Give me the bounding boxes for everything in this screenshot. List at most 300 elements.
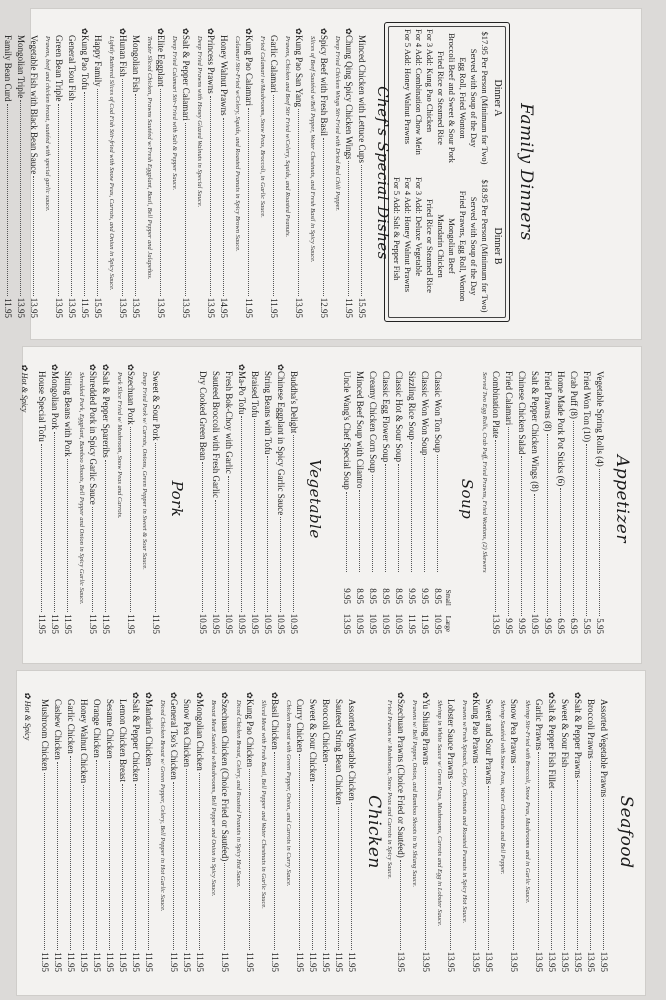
pepper-icon: ✿ — [276, 364, 285, 371]
pork-section — [20, 364, 186, 634]
leader-dots — [58, 104, 59, 296]
leader-dots — [538, 752, 539, 950]
menu-item — [193, 692, 206, 972]
menu-item — [545, 692, 558, 972]
leader-dots — [20, 100, 21, 295]
menu-item — [222, 364, 235, 634]
menu-item — [419, 692, 432, 972]
menu-item-price-small: 8.95 — [355, 588, 365, 604]
menu-item-name: Salt & Pepper Calamari — [181, 35, 191, 121]
dinner-b-item: Fried Prawns, Egg Roll, Wonton — [458, 190, 468, 302]
menu-item-name: Mongolian Triple — [16, 35, 26, 99]
leader-dots — [202, 462, 203, 612]
menu-item — [142, 692, 155, 972]
leader-dots — [71, 103, 72, 296]
menu-item-name: Hunan Fish — [118, 35, 128, 77]
pepper-icon: ✿ — [245, 692, 254, 699]
menu-item-price: 6.95 — [569, 618, 579, 634]
leader-dots — [241, 416, 242, 611]
leader-dots — [564, 769, 565, 949]
menu-item-name: Fresh Bok-Choy with Garlic — [224, 371, 234, 474]
menu-item-name — [0, 35, 1, 104]
menu-item-price: 11.95 — [334, 952, 344, 972]
menu-item-description: Prawns, Chicken and Beef Stir Fried w/Celery, Squids, and Roasted Peanuts. — [284, 36, 291, 238]
menu-item-price: 11.95 — [50, 614, 60, 634]
menu-item-price: 11.95 — [101, 614, 111, 634]
leader-dots — [83, 785, 84, 950]
menu-item-price: 11.95 — [195, 952, 205, 972]
menu-item-name: Basil Chicken — [270, 699, 280, 750]
pork-title: Pork — [168, 480, 186, 518]
menu-item-name: Cashew Chicken — [53, 699, 63, 760]
menu-item-price: 11.95 — [347, 952, 357, 972]
appetizer-section — [477, 364, 632, 634]
seafood-section — [382, 692, 636, 972]
menu-item-price: 10.95 — [250, 613, 260, 634]
menu-item-name: Kung Pao Tofu — [80, 35, 90, 90]
leader-dots — [280, 517, 281, 612]
menu-item — [149, 364, 162, 634]
pepper-icon: ✿ — [80, 28, 89, 35]
menu-item-price-small: 9.95 — [420, 588, 430, 604]
pepper-icon: ✿ — [396, 692, 405, 699]
menu-item — [267, 28, 280, 318]
leader-dots — [44, 773, 45, 950]
menu-item-price: 5.95 — [582, 618, 592, 634]
pepper-icon: ✿ — [244, 28, 253, 35]
menu-item-price-small: 9.95 — [407, 588, 417, 604]
menu-item-price: 13.95 — [54, 297, 64, 318]
menu-item-price-large: 10.95 — [394, 613, 404, 634]
soup-large-label: Large — [444, 615, 452, 632]
menu-item-name: Classic Won Ton Soup — [433, 371, 443, 453]
menu-item-price: 13.95 — [446, 951, 456, 972]
menu-item-price: 10.95 — [211, 613, 221, 634]
leader-dots — [437, 455, 438, 572]
soup-title: Soup — [458, 478, 476, 520]
menu-item-name: Mongolian Fish — [131, 35, 141, 93]
menu-item — [580, 364, 593, 634]
menu-item — [306, 692, 319, 972]
menu-item-price: 10.95 — [198, 613, 208, 634]
menu-item-name: Yu Shiang Prawns — [421, 699, 431, 766]
leader-dots — [249, 769, 250, 950]
menu-item — [38, 692, 51, 972]
menu-item-price: 13.95 — [491, 613, 501, 634]
menu-item-name: Minced Beef Soup with Cilantro — [355, 371, 365, 489]
menu-item-name: Sitting Beans with Pork — [63, 371, 73, 457]
menu-item — [78, 28, 91, 318]
leader-dots — [323, 138, 324, 296]
menu-item-name: Dry Cooked Green Bean — [198, 371, 208, 461]
menu-item-price: 11.95 — [66, 952, 76, 972]
menu-item — [116, 28, 129, 318]
menu-item — [366, 364, 379, 634]
hot-spicy-label: Hot & Spicy — [23, 700, 32, 741]
menu-item — [287, 364, 300, 634]
pepper-icon: ✿ — [573, 692, 582, 699]
menu-item — [204, 28, 217, 318]
pepper-icon: ✿ — [206, 28, 215, 35]
leader-dots — [400, 860, 401, 950]
menu-item-price: 13.95 — [29, 297, 39, 318]
menu-item-price: 13.95 — [294, 297, 304, 318]
chicken-section — [23, 692, 384, 972]
menu-item-name: Fried Prawns (8) — [543, 371, 553, 432]
leader-dots — [130, 427, 131, 612]
pepper-icon: ✿ — [169, 692, 178, 699]
menu-item — [243, 692, 256, 972]
menu-item-name: Assorted Vegetable Chicken — [347, 699, 357, 801]
menu-item — [51, 692, 64, 972]
leader-dots — [488, 786, 489, 950]
dinner-a-item: Fried Rice or Steamed Rice — [436, 51, 446, 145]
menu-item-price: 13.95 — [599, 951, 609, 972]
menu-item — [353, 364, 366, 634]
menu-item-name: Uncle Wang's Chef Special Soup — [342, 371, 352, 490]
menu-item-price: 11.95 — [308, 952, 318, 972]
menu-item-price-large: 11.95 — [420, 614, 430, 634]
menu-item-name: Sweet & Sour Chicken — [308, 699, 318, 782]
menu-item-price-small: 8.95 — [433, 588, 443, 604]
menu-item — [405, 364, 418, 634]
leader-dots — [547, 434, 548, 617]
soup-section — [340, 364, 476, 634]
menu-item-name: Sweet and Sour Prawns — [484, 699, 494, 785]
menu-item-price: 13.95 — [118, 297, 128, 318]
dinner-a-item: Egg Roll, Fried Wonton — [458, 57, 468, 139]
hot-spicy-label: Hot & Spicy — [20, 372, 29, 413]
menu-item-price-large: 10.95 — [368, 613, 378, 634]
menu-item — [180, 692, 193, 972]
menu-item-description: Fried Prawns w/ Mushroom, Snow Peas and Carrots in Spicy Sauce. — [386, 700, 393, 879]
menu-item — [99, 364, 112, 634]
menu-item — [77, 692, 90, 972]
leader-dots — [560, 488, 561, 616]
menu-item — [129, 28, 142, 318]
pepper-icon: ✿ — [23, 692, 32, 699]
menu-item-price — [0, 298, 1, 318]
menu-item-name: Braised Tofu — [250, 371, 260, 418]
pepper-icon: ✿ — [220, 692, 229, 699]
menu-item — [27, 28, 40, 318]
menu-item-name: Chung Qing Spicy Chicken Wings — [344, 35, 354, 160]
leader-dots — [67, 459, 68, 612]
leader-dots — [199, 773, 200, 950]
leader-dots — [385, 464, 386, 572]
menu-item — [217, 28, 230, 318]
pepper-icon: ✿ — [270, 692, 279, 699]
menu-item-price: 14.95 — [219, 297, 229, 318]
leader-dots — [372, 475, 373, 572]
pepper-icon: ✿ — [156, 28, 165, 35]
menu-item-price: 9.95 — [543, 618, 553, 634]
menu-item-description: Breast Meat Sautéed w/Mushrooms, Bell Pepper and Onion in Spicy Sauce. — [210, 700, 217, 897]
pepper-icon: ✿ — [118, 28, 127, 35]
leader-dots — [54, 432, 55, 612]
leader-dots — [97, 89, 98, 296]
leader-dots — [312, 784, 313, 950]
menu-item-name: Minced Chicken with Lettuce Cups — [357, 35, 367, 163]
menu-item — [14, 28, 27, 318]
hot-spicy-note — [23, 692, 32, 972]
family-dinners-box — [384, 22, 510, 322]
pepper-icon: ✿ — [131, 692, 140, 699]
menu-item-description: Prawns, beef and chicken breast, sautéed with special garlic sauce. — [44, 36, 51, 212]
menu-item-price: 11.95 — [182, 952, 192, 972]
leader-dots — [274, 752, 275, 950]
menu-item-name: Szechuan Pork — [126, 371, 136, 425]
menu-item-price: 11.95 — [53, 952, 63, 972]
menu-item — [268, 692, 281, 972]
menu-item-price: 11.95 — [63, 614, 73, 634]
menu-item — [332, 692, 345, 972]
menu-item — [342, 28, 355, 318]
menu-item-price-large: 11.95 — [407, 614, 417, 634]
dinner-b-extra: For 5 Add: Salt & Pepper Fish — [392, 177, 402, 281]
dinner-b-served: Served with Soup of the Day — [469, 196, 479, 296]
menu-item — [394, 692, 407, 972]
menu-item — [379, 364, 392, 634]
menu-item — [86, 364, 99, 634]
pepper-icon: ✿ — [294, 28, 303, 35]
leader-dots — [122, 79, 123, 296]
menu-item-name: Mushroom Chicken — [40, 699, 50, 771]
seafood-title: Seafood — [616, 795, 636, 869]
menu-item-description: Shrimp Stir-Fried with Broccoli, Snow Peas, Mushrooms and in Garlic Sauce. — [524, 700, 531, 904]
leader-dots — [215, 500, 216, 612]
menu-item-name: Salt & Pepper Chicken — [131, 699, 141, 782]
menu-item — [345, 692, 358, 972]
menu-item — [64, 692, 77, 972]
menu-item-price: 11.95 — [88, 614, 98, 634]
menu-item-price: 12.95 — [319, 297, 329, 318]
menu-item — [418, 364, 431, 634]
menu-item — [444, 692, 457, 972]
menu-item-price: 6.95 — [556, 618, 566, 634]
menu-item-name: Szechuan Chicken (Choice Fried or Sautéed) — [220, 699, 230, 862]
menu-item-name: Orange Chicken — [92, 699, 102, 758]
pepper-icon: ✿ — [20, 364, 29, 371]
leader-dots — [338, 807, 339, 950]
menu-item — [61, 364, 74, 634]
dinner-a — [391, 29, 503, 167]
leader-dots — [325, 764, 326, 950]
menu-item — [317, 28, 330, 318]
menu-item — [532, 692, 545, 972]
menu-item-description: Tender Sliced Chicken, Prawns Sautéed w/Fresh Eggplant, Basil, Bell Pepper and Jalapeños. — [146, 36, 153, 280]
menu-item — [242, 28, 255, 318]
menu-item-price: 13.95 — [547, 951, 557, 972]
hot-spicy-note — [20, 364, 29, 634]
menu-item-price: 13.95 — [484, 951, 494, 972]
menu-item — [502, 364, 515, 634]
menu-item — [584, 692, 597, 972]
vegetable-title: Vegetable — [306, 459, 324, 539]
dinner-a-extra: For 3 Add: Kung Pao Chicken — [425, 29, 435, 133]
leader-dots — [41, 444, 42, 612]
menu-item-price: 13.95 — [396, 951, 406, 972]
leader-dots — [577, 780, 578, 950]
leader-dots — [92, 507, 93, 612]
menu-item-price: 10.95 — [224, 613, 234, 634]
menu-item-price: 13.95 — [509, 951, 519, 972]
menu-item-description: Deep Fried Prawns with Honey Glazed Walnuts in Special Sauce. — [196, 36, 203, 208]
menu-item-price-large: 10.95 — [355, 613, 365, 634]
menu-item — [167, 692, 180, 972]
menu-item-name: Creamy Chicken Corn Soup — [368, 371, 378, 473]
menu-item-name: Salt & Pepper Prawns — [573, 699, 583, 779]
menu-item-description: Diced Chicken Breast, Celery, and Roasted Peanuts in Spicy Hot Sauce. — [235, 700, 242, 888]
dinner-b-extra: For 3 Add: Deluxe Vegetable — [414, 177, 424, 276]
menu-item-price: 11.95 — [3, 298, 13, 318]
menu-item — [218, 692, 231, 972]
menu-item — [507, 692, 520, 972]
pepper-icon: ✿ — [195, 692, 204, 699]
menu-item-price: 13.95 — [206, 297, 216, 318]
menu-item-name: Buddha's Delight — [289, 371, 299, 434]
menu-item — [293, 692, 306, 972]
menu-item-price: 11.95 — [40, 952, 50, 972]
leader-dots — [84, 92, 85, 296]
menu-item-price: 10.95 — [237, 613, 247, 634]
panel-appetizer-pork — [22, 346, 642, 664]
menu-item-price: 13.95 — [471, 951, 481, 972]
leader-dots — [70, 756, 71, 950]
menu-item — [541, 364, 554, 634]
dinner-a-price: $17.95 Per Person (Minimum for Two) — [480, 31, 490, 165]
menu-item — [567, 364, 580, 634]
leader-dots — [534, 494, 535, 612]
menu-item-name: Family Bean Curd — [3, 35, 13, 102]
family-dinners-title: Family Dinners — [516, 103, 536, 241]
dinner-b-title: Dinner B — [492, 227, 503, 265]
dinner-b-extra: For 4 Add: Honey Walnut Prawns — [403, 177, 413, 293]
menu-item — [558, 692, 571, 972]
menu-item-price: 15.95 — [357, 297, 367, 318]
menu-item-name: Honey Walnut Chicken — [79, 699, 89, 784]
menu-item-description: Shrimp in White Sauce w/ Green Peas, Mushrooms, Carrots and Egg in Lobster Sauce. — [436, 700, 443, 927]
menu-item-price: 11.95 — [126, 614, 136, 634]
menu-item — [154, 28, 167, 318]
soup-small-label: Small — [444, 589, 452, 606]
dinner-b-price: $18.95 Per Person (Minimum for Two) — [480, 179, 490, 313]
leader-dots — [603, 799, 604, 949]
menu-item-price: 10.95 — [530, 613, 540, 634]
menu-item-price: 10.95 — [276, 613, 286, 634]
leader-dots — [424, 457, 425, 572]
menu-item-name: Salt & Pepper Fish Fillet — [547, 699, 557, 789]
menu-item-name: Snow Pea Chicken — [182, 699, 192, 767]
menu-item — [469, 692, 482, 972]
menu-item-price: 13.95 — [131, 297, 141, 318]
pepper-icon: ✿ — [237, 364, 246, 371]
menu-item — [355, 28, 368, 318]
menu-item-price: 11.95 — [344, 298, 354, 318]
menu-item-name: Curry Chicken — [295, 699, 305, 753]
menu-item-description: Prawns w/Fresh Spinach, Celery, Chestnuts and Roasted Peanuts in Spicy Hot Sauce. — [461, 700, 468, 924]
menu-item-name: Salt & Pepper Chicken Wings (8) — [530, 371, 540, 492]
menu-item-price-large: 10.95 — [433, 613, 443, 634]
chefs-special-title: Chef's Special Dishes — [374, 86, 392, 260]
menu-item-price: 11.95 — [295, 952, 305, 972]
leader-dots — [475, 766, 476, 950]
dinner-a-extra: For 5 Add: Honey Walnut Prawns — [403, 29, 413, 145]
menu-item-name: Home Made Pork Pot Sticks (6) — [556, 371, 566, 487]
menu-item-price: 13.95 — [67, 297, 77, 318]
menu-item-name: Mandarin Chicken — [144, 699, 154, 767]
chicken-title: Chicken — [364, 795, 384, 869]
leader-dots — [411, 442, 412, 572]
leader-dots — [105, 460, 106, 612]
menu-item-name: Sweet & Sour Fish — [560, 699, 570, 768]
menu-item-name: Kung Pao Prawns — [471, 699, 481, 764]
menu-item-name: Sweet & Sour Pork — [151, 371, 161, 441]
menu-item-name: Mongolian Pork — [50, 371, 60, 430]
leader-dots — [135, 94, 136, 295]
menu-item-name: Elite Eggplant — [156, 35, 166, 87]
menu-item-name: Ma-Po Tofu — [237, 371, 247, 415]
menu-item-price: 11.95 — [220, 952, 230, 972]
menu-item-name: Crab Puff (8) — [569, 371, 579, 419]
pepper-icon: ✿ — [50, 364, 59, 371]
menu-item-description: Shrimp Sautéed with Snow Peas, Water Chestnuts and Bell Pepper. — [499, 700, 506, 875]
menu-item — [528, 364, 541, 634]
leader-dots — [267, 456, 268, 611]
menu-item-name: Kung Pao Calamari — [244, 35, 254, 106]
menu-item — [340, 364, 353, 634]
menu-item-price-large: 10.95 — [381, 613, 391, 634]
menu-item-price: 13.95 — [534, 951, 544, 972]
menu-item — [52, 28, 65, 318]
leader-dots — [359, 490, 360, 572]
pepper-icon: ✿ — [547, 692, 556, 699]
pepper-icon: ✿ — [181, 28, 190, 35]
menu-item-price: 9.95 — [504, 618, 514, 634]
menu-item-price: 13.95 — [421, 951, 431, 972]
menu-item-price-small: 9.95 — [342, 588, 352, 604]
leader-dots — [348, 161, 349, 296]
leader-dots — [248, 108, 249, 296]
pepper-icon: ✿ — [144, 692, 153, 699]
menu-item-name: Vegetable Spring Rolls (4) — [595, 371, 605, 467]
chefs-special-section — [0, 28, 392, 318]
menu-item-name: Szechuan Prawns (Choice Fried or Sautéed) — [396, 699, 406, 858]
pepper-icon: ✿ — [126, 364, 135, 371]
menu-item-description: Chicken Breast with Green Pepper, Onion, and Carrots in Curry Sauce. — [285, 700, 292, 887]
leader-dots — [351, 803, 352, 950]
leader-dots — [551, 791, 552, 950]
leader-dots — [298, 109, 299, 296]
leader-dots — [398, 464, 399, 572]
menu-item — [248, 364, 261, 634]
menu-item-description: Deep Fried Calamari Stir-Fried with Salt & Pepper Sauce. — [171, 36, 178, 191]
menu-item-price: 9.95 — [517, 618, 527, 634]
menu-item — [65, 28, 78, 318]
leader-dots — [254, 419, 255, 611]
leader-dots — [186, 769, 187, 950]
menu-item-description: Pork Slice Fried w/ Mushroom, Snow Peas and Carrots. — [116, 372, 123, 519]
soup-size-header — [444, 364, 452, 634]
dinner-b-item: Mongolian Beef — [447, 218, 457, 274]
menu-item-price: 11.95 — [131, 952, 141, 972]
leader-dots — [185, 123, 186, 296]
menu-item-name: Kung Pao San Yang — [294, 35, 304, 108]
leader-dots — [135, 784, 136, 950]
leader-dots — [109, 761, 110, 950]
menu-item — [129, 692, 142, 972]
menu-item-price: 11.95 — [269, 298, 279, 318]
